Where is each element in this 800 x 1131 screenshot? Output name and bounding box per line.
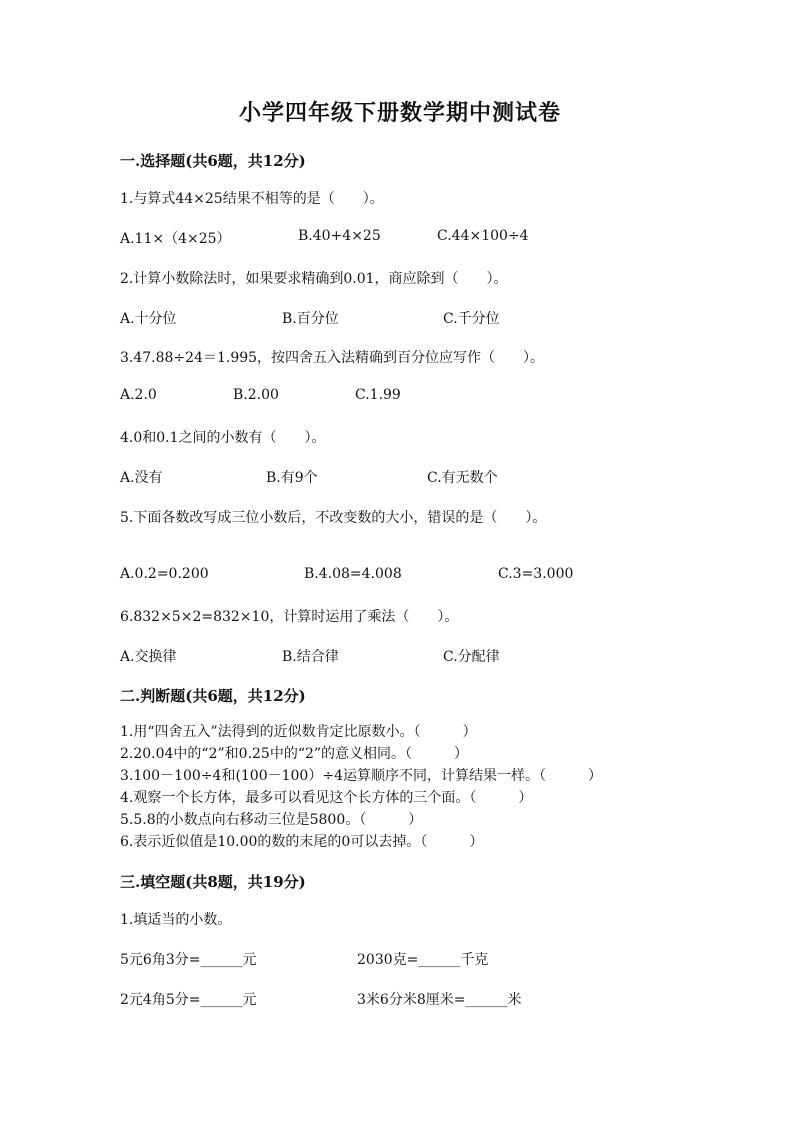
judge-item: 3.100－100÷4和(100－100）÷4运算顺序不同，计算结果一样。（ ） (120, 768, 602, 784)
fill-blank: 5元6角3分=______元 (120, 952, 257, 968)
judge-item: 2.20.04中的“2”和0.25中的“2”的意义相同。（ ） (120, 746, 469, 762)
option-c: C.分配律 (443, 649, 500, 665)
option-a: A.2.0 (120, 387, 157, 403)
page-title: 小学四年级下册数学期中测试卷 (238, 100, 561, 126)
option-b: B.有9个 (266, 470, 318, 486)
option-a: A.交换律 (120, 649, 177, 665)
judge-item: 6.表示近似值是10.00的数的末尾的0可以去掉。（ ） (120, 834, 484, 850)
option-a: A.11×（4×25） (120, 231, 231, 247)
section-heading-fill: 三.填空题(共8题，共19分) (120, 873, 306, 891)
fill-blank: 2030克=______千克 (357, 952, 489, 968)
option-b: B.40+4×25 (298, 228, 381, 244)
option-c: C.3=3.000 (498, 566, 574, 582)
option-c: C.有无数个 (427, 470, 498, 486)
judge-item: 4.观察一个长方体，最多可以看见这个长方体的三个面。（ ） (120, 790, 533, 806)
fill-blank: 3米6分米8厘米=______米 (357, 992, 522, 1008)
option-b: B.4.08=4.008 (304, 566, 402, 582)
judge-item: 5.5.8的小数点向右移动三位是5800。（ ） (120, 812, 423, 828)
option-b: B.2.00 (233, 387, 279, 403)
question-stem: 4.0和0.1之间的小数有（ ）。 (120, 430, 326, 446)
section-heading-judge: 二.判断题(共6题，共12分) (120, 687, 306, 705)
judge-item: 1.用“四舍五入”法得到的近似数肯定比原数小。（ ） (120, 724, 477, 740)
question-stem: 2.计算小数除法时，如果要求精确到0.01，商应除到（ ）。 (120, 271, 508, 287)
section-heading-choice: 一.选择题(共6题，共12分) (120, 152, 306, 170)
question-stem: 1.填适当的小数。 (120, 912, 232, 928)
option-c: C.44×100÷4 (437, 228, 529, 244)
option-b: B.百分位 (282, 311, 339, 327)
question-stem: 1.与算式44×25结果不相等的是（ ）。 (120, 191, 384, 207)
question-stem: 5.下面各数改写成三位小数后，不改变数的大小，错误的是（ ）。 (120, 510, 547, 526)
question-stem: 3.47.88÷24＝1.995，按四舍五入法精确到百分位应写作（ ）。 (120, 350, 545, 366)
fill-blank: 2元4角5分=______元 (120, 992, 257, 1008)
question-stem: 6.832×5×2=832×10，计算时运用了乘法（ ）。 (120, 609, 459, 625)
option-c: C.千分位 (443, 311, 500, 327)
option-c: C.1.99 (355, 387, 401, 403)
option-a: A.十分位 (120, 311, 177, 327)
option-a: A.0.2=0.200 (120, 566, 209, 582)
option-b: B.结合律 (282, 649, 339, 665)
option-a: A.没有 (120, 470, 163, 486)
